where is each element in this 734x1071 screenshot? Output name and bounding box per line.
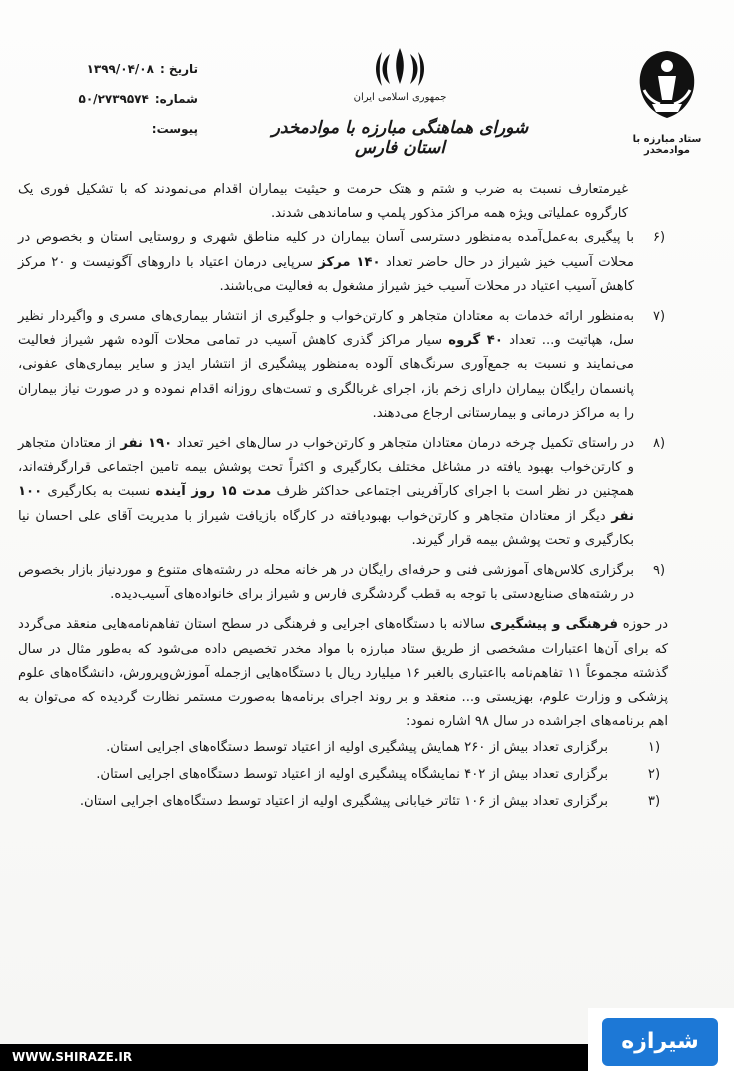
list-item-text: برگزاری تعداد بیش از ۴۰۲ نمایشگاه پیشگیری اولیه از اعتیاد توسط دستگاه‌های اجرایی استان. xyxy=(96,767,608,783)
emblem-subtitle: جمهوری اسلامی ایران xyxy=(353,92,447,103)
paragraph-text: برگزاری کلاس‌های آموزشی فنی و حرفه‌ای رایگان در هر خانه محله در رشته‌های متنوع و موردنیاز بازار بخصوص در رشته‌های صنایع‌دستی با توجه به قطب گردشگری فارس و شیراز برای خانواده‌های آسیب‌دیده. xyxy=(18,563,634,603)
item-number: (۸ xyxy=(652,436,666,452)
highlight-count: ۱۰۰ نفر xyxy=(18,484,634,524)
list-item xyxy=(18,761,668,788)
date-row xyxy=(58,62,198,92)
paragraph-text: سالانه با دستگاه‌های اجرایی و فرهنگی در سطح استان تفاهم‌نامه‌هایی منعقد می‌گردد که برای آن‌ها اعتبارات مشخصی از طریق ستاد مبارزه با مواد مخدر تخصیص داده می‌شود که به‌طور مثال در سال گذشته مجموعاً ۱۱ تفاهم‌نامه بااعتباری بالغبر ۱۶ میلیارد ریال با دستگاه‌هایی ازجمله آموزش‌وپرورش، دانشگاه‌های علوم پزشکی و وزارت علوم، بهزیستی و... منعقد و بر روند اجرای برنامه‌ها به‌صورت مستمر نظارت گردیده که می‌توان به اهم برنامه‌های اجراشده در سال ۹۸ اشاره نمود: xyxy=(18,617,668,730)
list-item-text: برگزاری تعداد بیش از ۱۰۶ تئاتر خیابانی پیشگیری اولیه از اعتیاد توسط دستگاه‌های اجرایی استان. xyxy=(79,794,608,810)
paragraph-text: غیرمتعارف نسبت به ضرب و شتم و هتک حرمت و حیثیت بیماران اقدام می‌نمودند که با تشکیل فوری یک کارگروه عملیاتی ویژه همه مراکز مذکور پلمپ و ساماندهی شدند. xyxy=(18,182,628,222)
shiraze-logo: شیرازه xyxy=(602,1018,718,1066)
council-title: شورای هماهنگی مبارزه با موادمخدر استان فارس xyxy=(271,118,529,158)
paragraph-text: نسبت به بکارگیری xyxy=(42,484,156,500)
date-label: تاریخ : xyxy=(159,62,198,76)
website-link[interactable]: WWW.SHIRAZE.IR xyxy=(12,1050,133,1064)
paragraph-intro xyxy=(18,178,668,226)
paragraph-text: در راستای تکمیل چرخه درمان معتادان متجاهر و کارتن‌خواب در سال‌های اخیر تعداد xyxy=(172,436,635,452)
paragraph-text: با پیگیری به‌عمل‌آمده به‌منظور دسترسی آسان بیماران در کلیه مناطق شهری و روستایی استان و بخصوص در محلات آسیب خیز شیراز در حال حاضر تعداد xyxy=(18,230,634,270)
national-emblem xyxy=(271,44,529,158)
paragraph-text: سیار مراکز گذری کاهش آسیب در تمامی محلات آلوده شهر شیراز فعالیت می‌نمایند و نسبت به جمع‌آوری سرنگ‌های آلوده به‌منظور پیشگیری از انتشار ایدز و سایر بیماری‌های عفونی، پانسمان رایگان بیماران دارای زخم باز، اجرای غربالگری و تست‌های روزانه اقدام نموده و در صورت نیاز بیماران را به مراکز درمانی و بیمارستانی ارجاع می‌دهند. xyxy=(18,333,634,421)
list-item-text: برگزاری تعداد بیش از ۲۶۰ همایش پیشگیری اولیه از اعتیاد توسط دستگاه‌های اجرایی استان. xyxy=(106,740,608,756)
attachment-row xyxy=(58,122,198,152)
date-value: ۱۳۹۹/۰۴/۰۸ xyxy=(86,62,154,76)
item-number: (۹ xyxy=(652,563,666,579)
paragraph-9 xyxy=(18,559,668,607)
paragraph-6 xyxy=(18,226,668,299)
paragraph-7 xyxy=(18,305,668,426)
paragraph-text: در حوزه xyxy=(617,617,668,633)
paragraph-culture xyxy=(18,613,668,734)
number-label: شماره: xyxy=(154,92,198,106)
highlight-count: ۱۹۰ نفر xyxy=(120,436,173,452)
anti-narcotics-logo xyxy=(612,48,722,158)
highlight-count: ۴۰ گروه xyxy=(448,333,503,349)
paragraph-8 xyxy=(18,432,668,553)
item-number: (۶ xyxy=(652,230,666,246)
brand-watermark xyxy=(588,1008,734,1071)
paragraph-text: به‌منظور ارائه خدمات به معتادان متجاهر و کارتن‌خواب و جلوگیری از انتشار بیماری‌های مسری و واگیردار نظیر سل، هپاتیت و... تعداد xyxy=(18,309,635,349)
highlight-deadline: مدت ۱۵ روز آینده xyxy=(155,484,272,500)
org-caption: ستاد مبارزه با موادمخدر xyxy=(632,134,702,156)
number-row xyxy=(58,92,198,122)
paragraph-text: دیگر از معتادان متجاهر و کارتن‌خواب بهبودیافته در کارگاه بازیافت شیراز با مدیریت آقای علی احسان نیا بکارگیری و تحت پوشش بیمه قرار گیرند. xyxy=(18,508,634,548)
iran-emblem-icon xyxy=(372,44,428,90)
item-number: (۲ xyxy=(647,767,661,783)
letter-meta xyxy=(58,62,198,152)
list-item xyxy=(18,788,668,815)
letterhead xyxy=(0,0,734,170)
number-value: ۵۰/۲۷۳۹۵۷۴ xyxy=(78,92,149,106)
highlight-section: فرهنگی و پیشگیری xyxy=(490,617,618,633)
paragraph-text: از معتادان متجاهر و کارتن‌خواب بهبود یافته در مشاغل مختلف بکارگیری و اکثراً تحت پوشش بیمه تامین اجتماعی قرارگرفته‌اند، همچنین در نظر است با اجرای کارآفرینی اجتماعی حداکثر ظرف xyxy=(18,436,634,500)
highlight-count: ۱۴۰ مرکز xyxy=(318,254,381,270)
letter-body xyxy=(18,178,668,815)
attachment-label: پیوست: xyxy=(151,122,198,136)
paragraph-text: سرپایی درمان اعتیاد با داروهای آگونیست و ۲۰ مرکز کاهش آسیب اعتیاد در محلات آسیب خیز شیراز مشغول به فعالیت می‌باشند. xyxy=(18,254,634,294)
item-number: (۷ xyxy=(652,309,666,325)
programs-list xyxy=(18,734,668,815)
list-item xyxy=(18,734,668,761)
anti-narcotics-emblem-icon xyxy=(634,48,700,126)
item-number: (۳ xyxy=(647,794,661,810)
item-number: (۱ xyxy=(647,740,661,756)
